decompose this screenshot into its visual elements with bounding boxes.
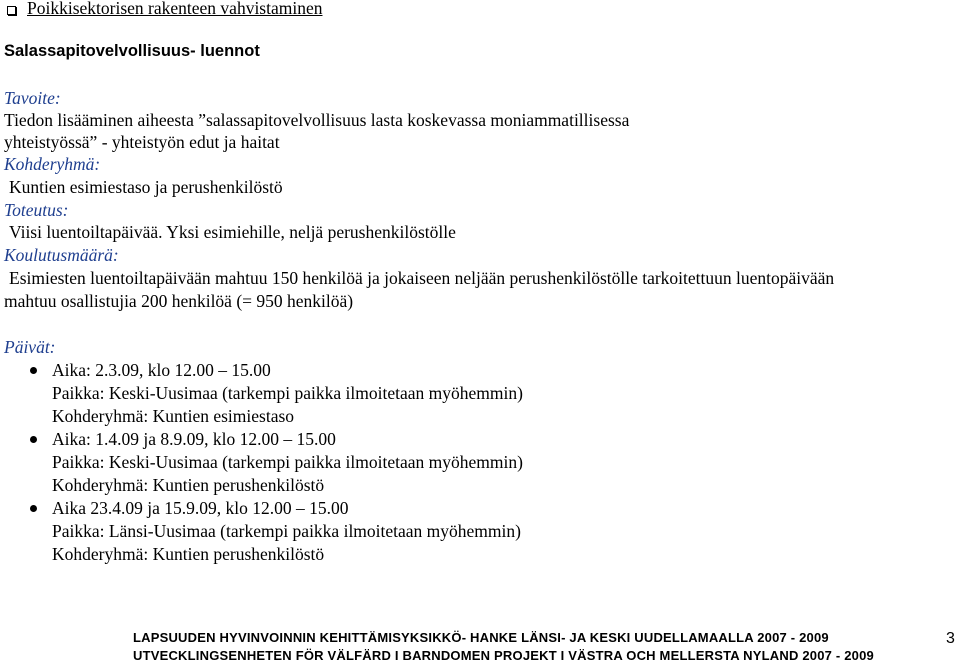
section-title: Poikkisektorisen rakenteen vahvistaminen <box>27 0 323 18</box>
implementation-label: Toteutus: <box>4 200 69 220</box>
document-subtitle: Salassapitovelvollisuus- luennot <box>4 42 260 60</box>
bullet-icon <box>30 505 37 512</box>
date-3-place: Paikka: Länsi-Uusimaa (tarkempi paikka ilmoitetaan myöhemmin) <box>52 521 521 541</box>
date-1-time: Aika: 2.3.09, klo 12.00 – 15.00 <box>52 360 271 380</box>
date-1-group: Kohderyhmä: Kuntien esimiestaso <box>52 406 295 426</box>
footer-line-1: LAPSUUDEN HYVINVOINNIN KEHITTÄMISYKSIKKÖ- HANKE LÄNSI- JA KESKI UUDELLAMAALLA 2007 - 2009 <box>133 630 829 645</box>
goal-line-1: Tiedon lisääminen aiheesta ”salassapitovelvollisuus lasta koskevassa moniammatillisessa <box>4 110 630 130</box>
goal-label: Tavoite: <box>4 88 61 108</box>
date-2-group: Kohderyhmä: Kuntien perushenkilöstö <box>52 475 325 495</box>
goal-line-2: yhteistyössä” - yhteistyön edut ja haitat <box>4 132 280 152</box>
training-amount-label: Koulutusmäärä: <box>4 245 119 265</box>
dates-label: Päivät: <box>4 337 56 357</box>
date-3-time: Aika 23.4.09 ja 15.9.09, klo 12.00 – 15.00 <box>52 498 349 518</box>
footer-line-2: UTVECKLINGSENHETEN FÖR VÄLFÄRD I BARNDOMEN PROJEKT I VÄSTRA OCH MELLERSTA NYLAND 2007 - 2009 <box>133 648 874 663</box>
date-1-place: Paikka: Keski-Uusimaa (tarkempi paikka ilmoitetaan myöhemmin) <box>52 383 523 403</box>
training-amount-line-1: Esimiesten luentoiltapäivään mahtuu 150 henkilöä ja jokaiseen neljään perushenkilöstölle tarkoitettuun luentopäivään <box>9 268 835 288</box>
date-3-group: Kohderyhmä: Kuntien perushenkilöstö <box>52 544 325 564</box>
bullet-icon <box>30 436 37 443</box>
training-amount-line-2: mahtuu osallistujia 200 henkilöä (= 950 henkilöä) <box>4 291 354 311</box>
target-group-text: Kuntien esimiestaso ja perushenkilöstö <box>9 177 283 197</box>
date-2-time: Aika: 1.4.09 ja 8.9.09, klo 12.00 – 15.00 <box>52 429 336 449</box>
page-number: 3 <box>946 630 955 647</box>
target-group-label: Kohderyhmä: <box>4 154 101 174</box>
date-2-place: Paikka: Keski-Uusimaa (tarkempi paikka ilmoitetaan myöhemmin) <box>52 452 523 472</box>
implementation-text: Viisi luentoiltapäivää. Yksi esimiehille, neljä perushenkilöstölle <box>9 222 456 242</box>
checkbox-bullet-icon <box>7 6 16 15</box>
bullet-icon <box>30 367 37 374</box>
